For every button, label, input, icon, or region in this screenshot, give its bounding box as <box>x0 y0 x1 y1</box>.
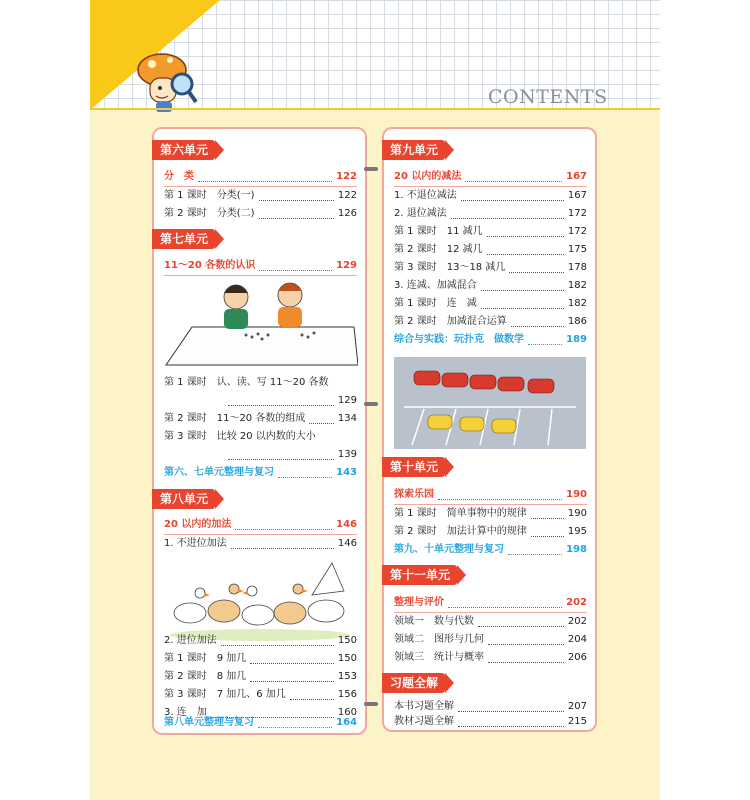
leader-dots <box>231 540 334 549</box>
header-rule <box>90 108 660 110</box>
toc-entry[interactable] <box>394 314 587 330</box>
unit-9-heading: 第九单元 <box>382 140 445 160</box>
toc-entry[interactable] <box>394 650 587 666</box>
leader-dots <box>465 173 562 182</box>
toc-entry[interactable] <box>394 296 587 312</box>
toc-entry-unit6-section[interactable] <box>164 169 357 185</box>
toc-entry-unit9-section[interactable] <box>394 169 587 185</box>
entry-page: 129 <box>337 395 357 406</box>
leader-dots <box>481 282 564 291</box>
entry-page: 198 <box>566 544 587 555</box>
entry-page: 122 <box>337 190 357 201</box>
toc-entry-unit11-section[interactable] <box>394 595 587 611</box>
leader-dots <box>259 192 334 201</box>
entry-page: 146 <box>336 519 357 530</box>
toc-entry[interactable] <box>394 206 587 222</box>
entry-label: 整理与评价 <box>394 597 444 608</box>
toc-entry[interactable] <box>394 188 587 204</box>
entry-label: 领域二 图形与几何 <box>394 634 484 645</box>
toc-entry[interactable] <box>394 278 587 294</box>
toc-entry[interactable] <box>164 206 357 222</box>
entry-label: 2. 退位减法 <box>394 208 447 219</box>
entry-label: 第 1 课时 9 加几 <box>164 653 247 664</box>
entry-page: 178 <box>567 262 587 273</box>
entry-page: 215 <box>567 716 587 727</box>
binder-ring-icon <box>364 400 378 408</box>
entry-label: 第 2 课时 分类(二) <box>164 208 255 219</box>
entry-label: 11～20 各数的认识 <box>164 260 256 271</box>
toc-right-column <box>382 127 597 732</box>
leader-dots <box>461 192 564 201</box>
entry-label: 第 1 课时 分类(一) <box>164 190 255 201</box>
entry-label: 第 1 课时 简单事物中的规律 <box>394 508 527 519</box>
entry-label: 第 2 课时 11～20 各数的组成 <box>164 413 306 424</box>
entry-page: 202 <box>567 616 587 627</box>
toc-entry-unit8-section[interactable] <box>164 517 357 533</box>
entry-page: 126 <box>337 208 357 219</box>
entry-page: 160 <box>337 707 357 718</box>
toc-entry[interactable] <box>394 614 587 630</box>
leader-dots <box>438 491 562 500</box>
entry-label: 领域三 统计与概率 <box>394 652 484 663</box>
children-counting-illustration <box>162 277 358 369</box>
entry-page: 190 <box>566 489 587 500</box>
toc-entry[interactable] <box>394 242 587 258</box>
unit-6-heading: 第六单元 <box>152 140 215 160</box>
entry-label: 20 以内的加法 <box>164 519 232 530</box>
entry-page: 175 <box>567 244 587 255</box>
entry-label: 本书习题全解 <box>394 701 454 712</box>
binder-ring-icon <box>364 165 378 173</box>
toc-entry[interactable] <box>164 687 357 703</box>
leader-dots <box>228 397 334 406</box>
entry-label: 分 类 <box>164 171 194 182</box>
contents-title: CONTENTS <box>488 86 608 108</box>
entry-page: 204 <box>567 634 587 645</box>
leader-dots <box>458 703 564 712</box>
entry-page: 139 <box>337 449 357 460</box>
toc-entry[interactable] <box>394 506 587 522</box>
entry-label: 第 2 课时 8 加几 <box>164 671 247 682</box>
leader-dots <box>250 673 334 682</box>
entry-page: 134 <box>337 413 357 424</box>
entry-label: 3. 连减、加减混合 <box>394 280 477 291</box>
toc-entry[interactable] <box>164 669 357 685</box>
toc-entry[interactable] <box>394 224 587 240</box>
toc-entry-review[interactable] <box>164 465 357 481</box>
toc-entry[interactable] <box>394 260 587 276</box>
leader-dots <box>487 246 564 255</box>
entry-label: 第 2 课时 12 减几 <box>394 244 483 255</box>
divider <box>164 534 357 535</box>
unit-11-heading: 第十一单元 <box>382 565 457 585</box>
divider <box>394 612 587 613</box>
entry-page: 202 <box>566 597 587 608</box>
leader-dots <box>487 228 564 237</box>
entry-label: 20 以内的减法 <box>394 171 462 182</box>
entry-label: 第 3 课时 13～18 减几 <box>394 262 506 273</box>
entry-page: 146 <box>337 538 357 549</box>
entry-page: 156 <box>337 689 357 700</box>
entry-page: 207 <box>567 701 587 712</box>
toc-entry[interactable] <box>164 633 357 649</box>
leader-dots <box>198 173 332 182</box>
entry-page: 153 <box>337 671 357 682</box>
leader-dots <box>259 262 332 271</box>
toc-entry[interactable] <box>224 447 357 463</box>
entry-page: 186 <box>567 316 587 327</box>
leader-dots <box>259 210 334 219</box>
geese-illustration <box>162 555 358 641</box>
entry-label: 第 1 课时 连 减 <box>394 298 477 309</box>
entry-label: 综合与实践：玩扑克 做数学 <box>394 334 524 345</box>
leader-dots <box>509 264 564 273</box>
answers-heading: 习题全解 <box>382 673 445 693</box>
toc-entry-label-only <box>164 429 357 445</box>
entry-label: 1. 不退位减法 <box>394 190 457 201</box>
unit-7-heading: 第七单元 <box>152 229 215 249</box>
toc-entry[interactable] <box>164 651 357 667</box>
entry-page: 167 <box>567 190 587 201</box>
entry-label: 第 3 课时 7 加几、6 加几 <box>164 689 286 700</box>
entry-page: 129 <box>336 260 357 271</box>
leader-dots <box>235 521 332 530</box>
leader-dots <box>528 336 562 345</box>
entry-page: 206 <box>567 652 587 663</box>
toc-entry[interactable] <box>394 632 587 648</box>
divider <box>164 186 357 187</box>
leader-dots <box>488 636 564 645</box>
toc-entry-unit7-section[interactable] <box>164 258 357 274</box>
unit-10-heading: 第十单元 <box>382 457 445 477</box>
toc-entry-label-only <box>164 375 357 391</box>
toc-entry[interactable] <box>394 524 587 540</box>
toc-left-column <box>152 127 367 735</box>
leader-dots <box>458 718 564 727</box>
leader-dots <box>258 719 332 728</box>
leader-dots <box>478 618 564 627</box>
leader-dots <box>250 655 334 664</box>
toc-entry-review[interactable] <box>394 542 587 558</box>
leader-dots <box>451 210 564 219</box>
leader-dots <box>508 546 562 555</box>
toc-entry[interactable] <box>224 393 357 409</box>
entry-page: 172 <box>567 208 587 219</box>
entry-label: 第六、七单元整理与复习 <box>164 467 274 478</box>
toc-entry[interactable] <box>164 536 357 552</box>
entry-label: 2. 进位加法 <box>164 635 217 646</box>
leader-dots <box>481 300 564 309</box>
leader-dots <box>488 654 564 663</box>
entry-label: 第九、十单元整理与复习 <box>394 544 504 555</box>
toc-entry[interactable] <box>164 188 357 204</box>
toc-entry-review[interactable] <box>164 715 357 731</box>
entry-page: 150 <box>337 635 357 646</box>
leader-dots <box>290 691 334 700</box>
leader-dots <box>531 528 564 537</box>
entry-page: 122 <box>336 171 357 182</box>
entry-label: 第 1 课时 认、读、写 11～20 各数 <box>164 377 329 388</box>
unit-8-heading: 第八单元 <box>152 489 215 509</box>
entry-label: 3. 连 加 <box>164 707 207 718</box>
entry-label: 第八单元整理与复习 <box>164 717 254 728</box>
toc-entry[interactable] <box>164 411 357 427</box>
leader-dots <box>221 637 334 646</box>
entry-page: 190 <box>567 508 587 519</box>
entry-label: 探索乐园 <box>394 489 434 500</box>
entry-page: 182 <box>567 298 587 309</box>
entry-page: 182 <box>567 280 587 291</box>
leader-dots <box>511 318 564 327</box>
entry-label: 领域一 数与代数 <box>394 616 474 627</box>
toc-entry-unit10-section[interactable] <box>394 487 587 503</box>
entry-page: 143 <box>336 467 357 478</box>
toc-entry[interactable] <box>394 714 587 730</box>
parking-lot-cars-illustration <box>394 357 586 449</box>
leader-dots <box>531 510 564 519</box>
divider <box>394 504 587 505</box>
leader-dots <box>278 469 332 478</box>
entry-page: 150 <box>337 653 357 664</box>
entry-label: 第 3 课时 比较 20 以内数的大小 <box>164 431 316 442</box>
entry-page: 164 <box>336 717 357 728</box>
entry-label: 1. 不进位加法 <box>164 538 227 549</box>
entry-label: 第 2 课时 加减混合运算 <box>394 316 507 327</box>
leader-dots <box>228 451 334 460</box>
toc-entry-practice[interactable] <box>394 332 587 348</box>
entry-label: 第 1 课时 11 减几 <box>394 226 483 237</box>
divider <box>164 275 357 276</box>
leader-dots <box>309 415 334 424</box>
divider <box>394 186 587 187</box>
toc-entry[interactable] <box>394 699 587 715</box>
leader-dots <box>448 599 562 608</box>
entry-page: 189 <box>566 334 587 345</box>
entry-label: 教材习题全解 <box>394 716 454 727</box>
entry-page: 172 <box>567 226 587 237</box>
entry-page: 167 <box>566 171 587 182</box>
entry-page: 195 <box>567 526 587 537</box>
binder-ring-icon <box>364 700 378 708</box>
entry-label: 第 2 课时 加法计算中的规律 <box>394 526 527 537</box>
